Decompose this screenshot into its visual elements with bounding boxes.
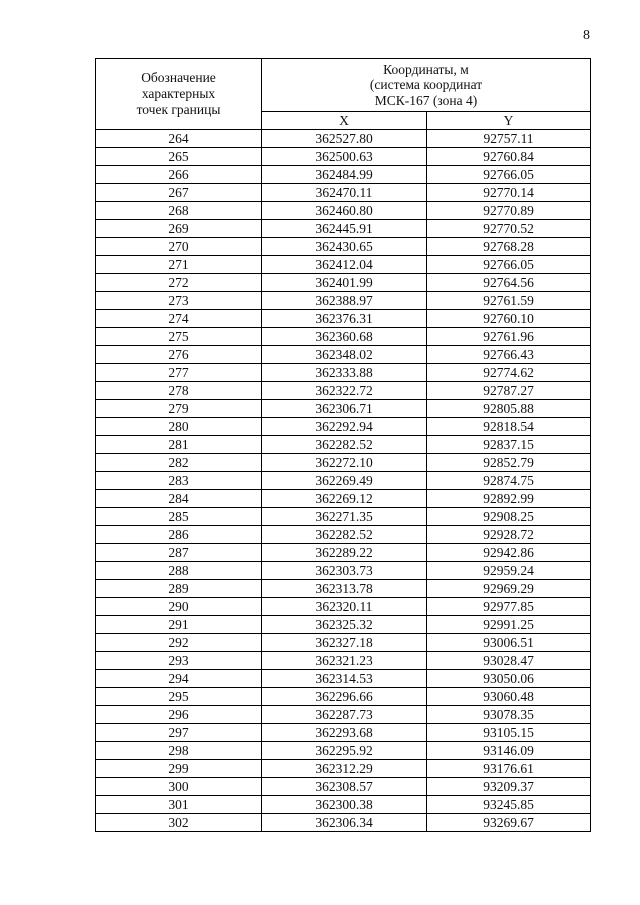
x-coordinate-cell: 362306.71 [262,400,427,418]
table-row [96,796,591,814]
x-coordinate-cell: 362292.94 [262,418,427,436]
header-point-designation [96,59,262,130]
table-row [96,346,591,364]
point-number-cell: 282 [96,454,262,472]
x-coordinate-cell: 362320.11 [262,598,427,616]
x-coordinate-cell: 362321.23 [262,652,427,670]
table-row [96,364,591,382]
point-number-cell: 292 [96,634,262,652]
x-coordinate-cell: 362300.38 [262,796,427,814]
table-row [96,130,591,148]
y-coordinate-cell: 93269.67 [427,814,591,832]
x-coordinate-cell: 362295.92 [262,742,427,760]
x-coordinate-cell: 362445.91 [262,220,427,238]
page-number: 8 [583,28,590,43]
y-coordinate-cell: 92761.59 [427,292,591,310]
y-coordinate-cell: 92892.99 [427,490,591,508]
y-coordinate-cell: 92908.25 [427,508,591,526]
table-row [96,724,591,742]
y-coordinate-cell: 93006.51 [427,634,591,652]
y-coordinate-cell: 92874.75 [427,472,591,490]
point-number-cell: 287 [96,544,262,562]
point-number-cell: 290 [96,598,262,616]
x-coordinate-cell: 362282.52 [262,526,427,544]
x-coordinate-cell: 362287.73 [262,706,427,724]
table-row [96,418,591,436]
y-coordinate-cell: 92757.11 [427,130,591,148]
y-coordinate-cell: 92760.10 [427,310,591,328]
y-coordinate-cell: 92977.85 [427,598,591,616]
y-coordinate-cell: 92768.28 [427,238,591,256]
table-row [96,400,591,418]
point-number-cell: 294 [96,670,262,688]
point-number-cell: 298 [96,742,262,760]
table-row [96,814,591,832]
table-row [96,688,591,706]
table-row [96,310,591,328]
x-coordinate-cell: 362269.49 [262,472,427,490]
header-point-line: Обозначение [141,70,216,85]
table-row [96,220,591,238]
x-coordinate-cell: 362484.99 [262,166,427,184]
x-coordinate-cell: 362327.18 [262,634,427,652]
point-number-cell: 301 [96,796,262,814]
point-number-cell: 280 [96,418,262,436]
table-row [96,382,591,400]
table-row [96,202,591,220]
x-coordinate-cell: 362388.97 [262,292,427,310]
y-coordinate-cell: 92991.25 [427,616,591,634]
x-coordinate-cell: 362306.34 [262,814,427,832]
y-coordinate-cell: 93146.09 [427,742,591,760]
x-coordinate-cell: 362430.65 [262,238,427,256]
point-number-cell: 279 [96,400,262,418]
y-coordinate-cell: 93245.85 [427,796,591,814]
table-row [96,436,591,454]
point-number-cell: 272 [96,274,262,292]
y-coordinate-cell: 92761.96 [427,328,591,346]
y-coordinate-cell: 93028.47 [427,652,591,670]
table-row [96,526,591,544]
y-coordinate-cell: 92766.05 [427,166,591,184]
point-number-cell: 269 [96,220,262,238]
y-coordinate-cell: 93050.06 [427,670,591,688]
y-coordinate-cell: 92959.24 [427,562,591,580]
x-coordinate-cell: 362293.68 [262,724,427,742]
point-number-cell: 278 [96,382,262,400]
y-coordinate-cell: 92766.43 [427,346,591,364]
point-number-cell: 299 [96,760,262,778]
x-coordinate-cell: 362360.68 [262,328,427,346]
y-coordinate-cell: 92770.89 [427,202,591,220]
y-coordinate-cell: 92852.79 [427,454,591,472]
y-coordinate-cell: 92770.14 [427,184,591,202]
y-coordinate-cell: 93105.15 [427,724,591,742]
point-number-cell: 291 [96,616,262,634]
table-body [96,130,591,832]
point-number-cell: 265 [96,148,262,166]
x-coordinate-cell: 362312.29 [262,760,427,778]
y-coordinate-cell: 92770.52 [427,220,591,238]
table-row [96,238,591,256]
table-header [96,59,591,130]
point-number-cell: 296 [96,706,262,724]
x-coordinate-cell: 362325.32 [262,616,427,634]
point-number-cell: 275 [96,328,262,346]
y-coordinate-cell: 92942.86 [427,544,591,562]
point-number-cell: 281 [96,436,262,454]
header-point-line: точек границы [136,102,221,117]
y-coordinate-cell: 92928.72 [427,526,591,544]
header-coords-line: Координаты, м [383,61,469,77]
table-row [96,454,591,472]
point-number-cell: 302 [96,814,262,832]
point-number-cell: 267 [96,184,262,202]
x-coordinate-cell: 362296.66 [262,688,427,706]
table-row [96,472,591,490]
y-coordinate-cell: 92766.05 [427,256,591,274]
point-number-cell: 295 [96,688,262,706]
table-row [96,706,591,724]
x-coordinate-cell: 362313.78 [262,580,427,598]
table-row [96,184,591,202]
point-number-cell: 264 [96,130,262,148]
y-coordinate-cell: 92787.27 [427,382,591,400]
x-coordinate-cell: 362272.10 [262,454,427,472]
table-row [96,274,591,292]
y-coordinate-cell: 93078.35 [427,706,591,724]
x-coordinate-cell: 362460.80 [262,202,427,220]
x-coordinate-cell: 362308.57 [262,778,427,796]
point-number-cell: 289 [96,580,262,598]
table-row [96,328,591,346]
x-coordinate-cell: 362401.99 [262,274,427,292]
y-coordinate-cell: 92805.88 [427,400,591,418]
point-number-cell: 284 [96,490,262,508]
header-coords-line: МСК-167 (зона 4) [374,92,478,108]
table-row [96,508,591,526]
x-coordinate-cell: 362314.53 [262,670,427,688]
x-coordinate-cell: 362376.31 [262,310,427,328]
table-row [96,544,591,562]
y-coordinate-cell: 92969.29 [427,580,591,598]
point-number-cell: 288 [96,562,262,580]
coordinates-table [95,58,591,832]
header-coordinates [262,59,591,112]
y-coordinate-cell: 92837.15 [427,436,591,454]
x-coordinate-cell: 362348.02 [262,346,427,364]
table-row [96,562,591,580]
point-number-cell: 266 [96,166,262,184]
table-row [96,760,591,778]
table-row [96,292,591,310]
table-row [96,742,591,760]
x-coordinate-cell: 362500.63 [262,148,427,166]
y-coordinate-cell: 92818.54 [427,418,591,436]
table-row [96,634,591,652]
point-number-cell: 285 [96,508,262,526]
point-number-cell: 273 [96,292,262,310]
header-y: Y [427,112,591,130]
y-coordinate-cell: 92774.62 [427,364,591,382]
x-coordinate-cell: 362527.80 [262,130,427,148]
x-coordinate-cell: 362289.22 [262,544,427,562]
table-row [96,652,591,670]
point-number-cell: 286 [96,526,262,544]
y-coordinate-cell: 93060.48 [427,688,591,706]
table-row [96,670,591,688]
point-number-cell: 268 [96,202,262,220]
x-coordinate-cell: 362470.11 [262,184,427,202]
y-coordinate-cell: 93176.61 [427,760,591,778]
point-number-cell: 300 [96,778,262,796]
table-row [96,148,591,166]
point-number-cell: 271 [96,256,262,274]
x-coordinate-cell: 362269.12 [262,490,427,508]
table-row [96,598,591,616]
table-row [96,166,591,184]
table-row [96,580,591,598]
point-number-cell: 297 [96,724,262,742]
x-coordinate-cell: 362271.35 [262,508,427,526]
header-point-line: характерных [141,86,216,101]
point-number-cell: 274 [96,310,262,328]
point-number-cell: 293 [96,652,262,670]
table-row [96,256,591,274]
point-number-cell: 277 [96,364,262,382]
point-number-cell: 276 [96,346,262,364]
y-coordinate-cell: 93209.37 [427,778,591,796]
table-row [96,490,591,508]
y-coordinate-cell: 92760.84 [427,148,591,166]
point-number-cell: 283 [96,472,262,490]
x-coordinate-cell: 362282.52 [262,436,427,454]
x-coordinate-cell: 362303.73 [262,562,427,580]
table-row [96,616,591,634]
point-number-cell: 270 [96,238,262,256]
table-row [96,778,591,796]
x-coordinate-cell: 362333.88 [262,364,427,382]
header-coords-line: (система координат [369,77,483,93]
header-x: X [262,112,427,130]
x-coordinate-cell: 362322.72 [262,382,427,400]
x-coordinate-cell: 362412.04 [262,256,427,274]
y-coordinate-cell: 92764.56 [427,274,591,292]
